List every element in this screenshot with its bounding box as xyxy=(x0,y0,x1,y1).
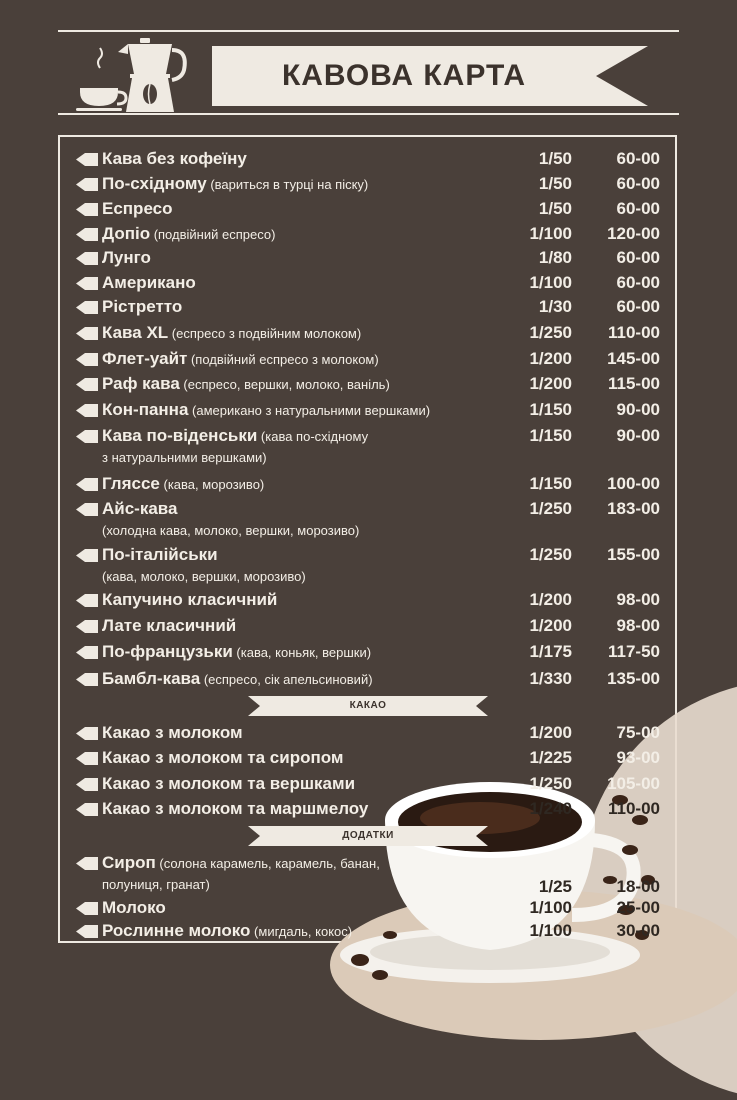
item-description: (мигдаль, кокос) xyxy=(250,924,353,939)
item-portion: 1/250 xyxy=(529,774,572,793)
item-price: 155-00 xyxy=(607,545,660,564)
item-price: 30-00 xyxy=(616,921,660,940)
item-price: 105-00 xyxy=(607,774,660,793)
item-name: Сироп xyxy=(102,853,156,872)
item-price: 18-00 xyxy=(616,877,660,896)
item-description: (вариться в турці на піску) xyxy=(206,177,369,192)
bullet-flag-icon xyxy=(76,925,98,938)
item-price: 60-00 xyxy=(616,199,660,218)
item-name: Раф кава xyxy=(102,374,180,393)
bullet-flag-icon xyxy=(76,301,98,314)
bullet-flag-icon xyxy=(76,178,98,191)
item-portion: 1/150 xyxy=(529,400,572,419)
coffee-cup-and-moka-pot-icon xyxy=(72,36,192,116)
bullet-flag-icon xyxy=(76,228,98,241)
item-price: 90-00 xyxy=(616,426,660,445)
item-portion: 1/225 xyxy=(529,748,572,767)
item-portion: 1/200 xyxy=(529,374,572,393)
item-price: 60-00 xyxy=(616,248,660,267)
bullet-flag-icon xyxy=(76,727,98,740)
item-price: 75-00 xyxy=(616,723,660,742)
bullet-flag-icon xyxy=(76,353,98,366)
bullet-flag-icon xyxy=(76,378,98,391)
item-portion: 1/50 xyxy=(538,149,572,168)
item-name: Лунго xyxy=(102,248,151,267)
item-name: Кава по-віденськи xyxy=(102,426,258,445)
item-description: (кава, морозиво) xyxy=(159,477,265,492)
item-description-line2: (кава, молоко, вершки, морозиво) xyxy=(102,569,306,584)
item-portion: 1/30 xyxy=(538,297,572,316)
item-name: Какао з молоком та сиропом xyxy=(102,748,344,767)
item-name: По-італійськи xyxy=(102,545,218,564)
bullet-flag-icon xyxy=(76,430,98,443)
item-portion: 1/100 xyxy=(529,921,572,940)
item-description: (американо з натуральними вершками) xyxy=(188,403,431,418)
item-portion: 1/50 xyxy=(538,174,572,193)
item-description: (подвійний еспресо) xyxy=(150,227,276,242)
bullet-flag-icon xyxy=(76,277,98,290)
item-description: (кава по-східному xyxy=(257,429,369,444)
item-price: 120-00 xyxy=(607,224,660,243)
section-title-cocoa: КАКАО xyxy=(349,700,387,711)
item-price: 60-00 xyxy=(616,297,660,316)
bullet-flag-icon xyxy=(76,620,98,633)
item-name: Кава XL xyxy=(102,323,169,342)
bullet-flag-icon xyxy=(76,646,98,659)
item-name: Капучино класичний xyxy=(102,590,278,609)
item-price: 183-00 xyxy=(607,499,660,518)
item-price: 135-00 xyxy=(607,669,660,688)
top-rule xyxy=(58,30,679,32)
section-title-extras: ДОДАТКИ xyxy=(342,830,394,841)
page-title: КАВОВА КАРТА xyxy=(281,59,527,92)
item-name: По-французьки xyxy=(102,642,233,661)
item-portion: 1/200 xyxy=(529,616,572,635)
item-description: (солона карамель, карамель, банан, xyxy=(155,856,380,871)
item-name: Еспресо xyxy=(102,199,173,218)
bullet-flag-icon xyxy=(76,503,98,516)
item-price: 93-00 xyxy=(616,748,660,767)
item-name: Кон-панна xyxy=(102,400,189,419)
item-price: 117-50 xyxy=(608,642,660,661)
item-price: 100-00 xyxy=(607,474,660,493)
item-price: 25-00 xyxy=(616,898,660,917)
bullet-flag-icon xyxy=(76,857,98,870)
item-price: 90-00 xyxy=(616,400,660,419)
item-name: Молоко xyxy=(102,898,166,917)
item-description: (еспресо з подвійним молоком) xyxy=(168,326,362,341)
bullet-flag-icon xyxy=(76,803,98,816)
item-description-line2: полуниця, гранат) xyxy=(102,877,210,892)
item-portion: 1/200 xyxy=(529,723,572,742)
bullet-flag-icon xyxy=(76,673,98,686)
bullet-flag-icon xyxy=(76,404,98,417)
item-portion: 1/200 xyxy=(529,349,572,368)
item-price: 115-00 xyxy=(608,374,660,393)
item-portion: 1/240 xyxy=(529,799,572,818)
item-portion: 1/150 xyxy=(529,426,572,445)
item-description-line2: (холодна кава, молоко, вершки, морозиво) xyxy=(102,523,360,538)
item-price: 145-00 xyxy=(607,349,660,368)
item-portion: 1/200 xyxy=(529,590,572,609)
item-name: По-східному xyxy=(102,174,207,193)
item-portion: 1/250 xyxy=(529,499,572,518)
item-portion: 1/100 xyxy=(529,224,572,243)
bullet-flag-icon xyxy=(76,752,98,765)
item-name: Допіо xyxy=(102,224,151,243)
bullet-flag-icon xyxy=(76,478,98,491)
bullet-flag-icon xyxy=(76,327,98,340)
item-name: Бамбл-кава xyxy=(102,669,201,688)
item-name: Кава без кофеїну xyxy=(102,149,247,168)
item-name: Рістретто xyxy=(102,297,183,316)
item-portion: 1/100 xyxy=(529,898,572,917)
item-description: (кава, коньяк, вершки) xyxy=(232,645,372,660)
item-name: Лате класичний xyxy=(102,616,237,635)
item-portion: 1/25 xyxy=(538,877,572,896)
item-portion: 1/50 xyxy=(538,199,572,218)
item-description: (еспресо, вершки, молоко, ваніль) xyxy=(179,377,390,392)
item-name: Какао з молоком xyxy=(102,723,243,742)
item-price: 60-00 xyxy=(616,273,660,292)
bullet-flag-icon xyxy=(76,153,98,166)
bullet-flag-icon xyxy=(76,778,98,791)
item-name: Айс-кава xyxy=(102,499,178,518)
item-price: 110-00 xyxy=(608,799,660,818)
item-price: 60-00 xyxy=(616,149,660,168)
item-portion: 1/250 xyxy=(529,323,572,342)
item-description: (подвійний еспресо з молоком) xyxy=(187,352,379,367)
item-portion: 1/150 xyxy=(529,474,572,493)
item-portion: 1/175 xyxy=(529,642,572,661)
bullet-flag-icon xyxy=(76,549,98,562)
item-name: Рослинне молоко xyxy=(102,921,251,940)
item-portion: 1/80 xyxy=(538,248,572,267)
item-name: Какао з молоком та маршмелоу xyxy=(102,799,369,818)
item-portion: 1/330 xyxy=(529,669,572,688)
item-name: Флет-уайт xyxy=(102,349,188,368)
item-portion: 1/100 xyxy=(529,273,572,292)
item-portion: 1/250 xyxy=(529,545,572,564)
item-price: 98-00 xyxy=(616,590,660,609)
item-description: (еспресо, сік апельсиновий) xyxy=(200,672,373,687)
item-price: 110-00 xyxy=(608,323,660,342)
item-name: Гляссе xyxy=(102,474,160,493)
bullet-flag-icon xyxy=(76,594,98,607)
bullet-flag-icon xyxy=(76,203,98,216)
item-description-line2: з натуральними вершками) xyxy=(102,450,267,465)
item-price: 60-00 xyxy=(616,174,660,193)
bullet-flag-icon xyxy=(76,252,98,265)
item-price: 98-00 xyxy=(616,616,660,635)
bullet-flag-icon xyxy=(76,902,98,915)
item-name: Какао з молоком та вершками xyxy=(102,774,356,793)
item-name: Американо xyxy=(102,273,196,292)
